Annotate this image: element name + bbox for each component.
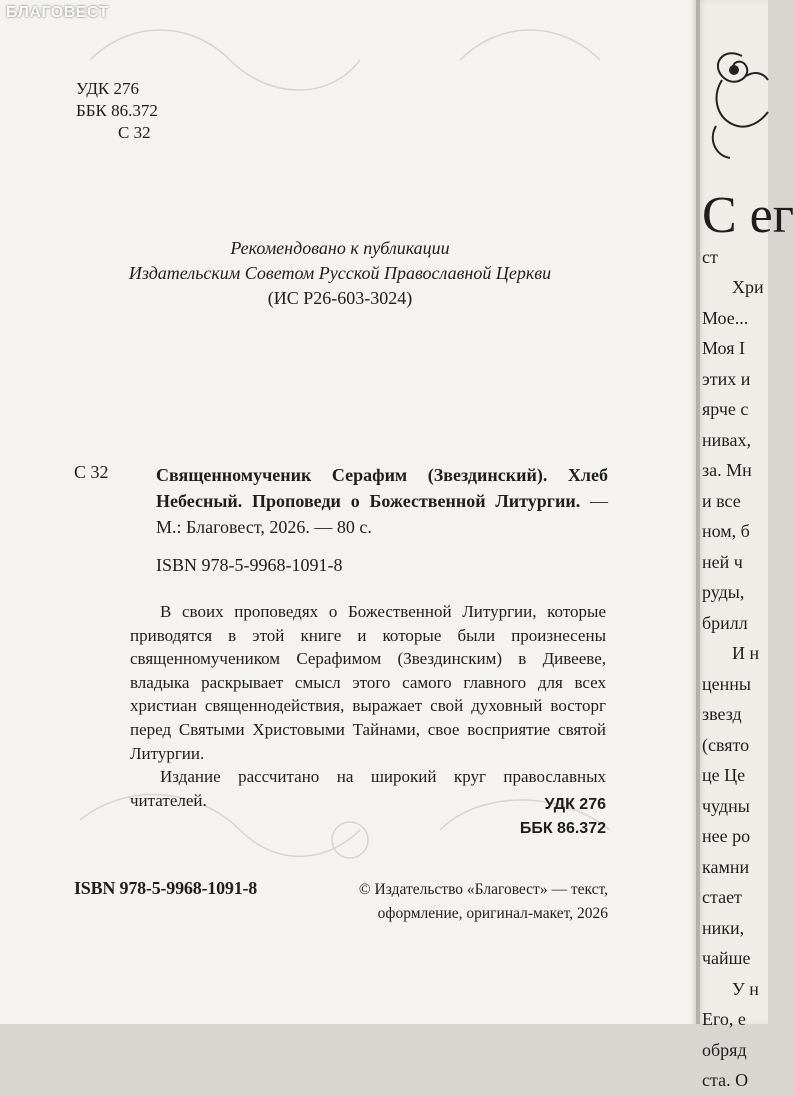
isbn-record: ISBN 978-5-9968-1091-8 — [156, 555, 343, 575]
classification-bottom — [480, 793, 606, 841]
right-page-line: ники, — [702, 917, 745, 938]
right-page-line: обряд — [702, 1039, 747, 1060]
recommendation-line-2: Издательским Советом Русской Православной Церкви — [128, 263, 552, 283]
right-page-line: И н — [732, 643, 760, 663]
udk-code: УДК 276 — [76, 79, 140, 98]
copyright-notice: © Издательство «Благовест» — текст, оформление, оригинал-макет, 2026 — [358, 881, 608, 922]
right-page-line: ста. О — [702, 1070, 749, 1090]
annotation-paragraph: В своих проповедях о Божественной Литургии, которые приводятся в этой книге и которые были произнесены священномучеником Серафимом (Звездинским) в Дивееве, владыка раскрывает смысл этого самого главного для всех христиан священнодействия, выражает свой духовный восторг перед Святыми Христовыми Тайнами, свое восприятие святой Литургии. — [130, 602, 606, 763]
right-page-line: Моя I — [702, 338, 745, 358]
right-page-line: брилл — [702, 612, 748, 633]
right-page-line: этих и — [702, 368, 751, 389]
right-page-line: камни — [702, 856, 750, 877]
right-page-line: и все — [702, 490, 741, 511]
bibliographic-imprint: — М.: Благовест, 2026. — 80 с. — [156, 491, 609, 537]
bbk-code-bottom: ББК 86.372 — [519, 820, 606, 837]
right-page-line: У н — [732, 978, 759, 999]
drop-cap: С ег — [702, 187, 794, 244]
classification-top — [76, 78, 158, 144]
recommendation-number: (ИС Р26-603-3024) — [267, 288, 413, 308]
bibliographic-record — [156, 462, 608, 540]
right-page-line: ном, б — [702, 521, 750, 541]
right-page-line: Его, е — [702, 1009, 746, 1029]
annotation — [130, 600, 606, 812]
right-page-line: чудны — [702, 795, 750, 816]
right-page-line: стает — [702, 887, 742, 907]
right-page-line — [702, 187, 794, 244]
floral-ornament-icon — [702, 36, 768, 166]
right-page-line: це Це — [702, 765, 746, 785]
watermark-logo: БЛАГОВЕСТ — [6, 4, 109, 21]
bibliographic-title: Священномученик Серафим (Звездинский). Хлеб Небесный. Проповеди о Божественной Литургии. — [156, 465, 608, 511]
publication-recommendation — [100, 236, 580, 311]
udk-code-bottom: УДК 276 — [544, 796, 606, 813]
bbk-code: ББК 86.372 — [76, 101, 158, 120]
bibliographic-author-mark: С 32 — [74, 462, 109, 482]
right-page-line: (свято — [702, 734, 750, 755]
right-page-line: ст — [702, 246, 718, 267]
right-page-line: за. Мн — [702, 460, 752, 480]
right-page-line: ней ч — [702, 551, 743, 572]
author-mark: С 32 — [118, 123, 151, 142]
right-page-line: Хри — [732, 277, 764, 297]
annotation-audience: Издание рассчитано на широкий круг православных читателей. — [130, 767, 606, 810]
right-page-line: руды, — [702, 582, 745, 602]
right-page-line: ценны — [702, 673, 751, 694]
isbn-bottom: ISBN 978-5-9968-1091-8 — [74, 878, 258, 898]
right-page-line: ярче с — [702, 399, 749, 419]
right-page-text — [702, 187, 794, 1096]
right-page-line: Мое... — [702, 307, 749, 328]
right-page-line: звезд — [702, 704, 742, 724]
right-page-line: нивах, — [702, 429, 752, 450]
right-page-line: нее ро — [702, 826, 751, 846]
recommendation-line-1: Рекомендовано к публикации — [230, 238, 450, 258]
right-page-line: чайше — [702, 948, 751, 968]
